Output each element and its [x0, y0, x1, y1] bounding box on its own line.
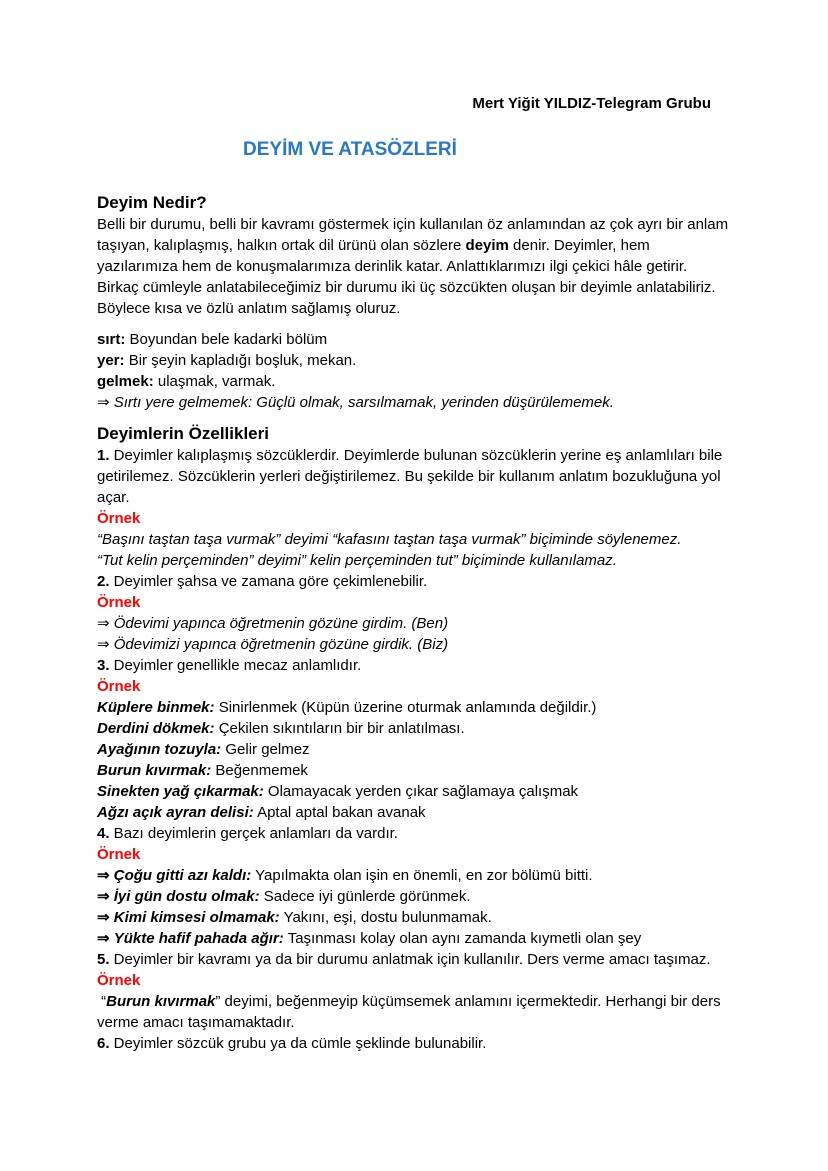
text-run: Örnek	[97, 510, 141, 527]
document-body	[97, 191, 731, 1054]
text-run: Örnek	[97, 594, 141, 611]
paragraph	[97, 1033, 731, 1054]
text-run: Deyimler bir kavramı ya da bir durumu anlatmak için kullanılır. Ders verme amacı taşımaz.	[109, 951, 711, 968]
paragraph	[97, 886, 731, 907]
document-title: DEYİM VE ATASÖZLERİ	[243, 139, 457, 160]
text-run: Deyimler genellikle mecaz anlamlıdır.	[109, 657, 362, 674]
text-run: 5.	[97, 951, 110, 968]
text-run: Deyimler kalıplaşmış sözcüklerdir. Deyimlerde bulunan sözcüklerin yerine eş anlamlıları bile getirilemez. Sözcüklerin yerleri değiştirilemez. Bu şekilde bir kullanım anlatım bozukluğuna yol açar.	[97, 447, 723, 506]
text-run: Belli bir durumu, belli bir kavramı göstermek için kullanılan öz anlamından az çok ayrı bir anlam taşıyan, kalıplaşmış, halkın ortak dil ürünü olan sözlere	[97, 216, 729, 254]
text-run: Burun kıvırmak:	[97, 762, 212, 779]
text-run: Ödevimizi yapınca öğretmenin gözüne girdik. (Biz)	[113, 636, 449, 653]
text-run: “Tut kelin perçeminden” deyimi” kelin perçeminden tut” biçiminde kullanılamaz.	[97, 552, 617, 569]
text-run: ⇒	[97, 636, 114, 653]
paragraph	[97, 329, 731, 350]
paragraph	[97, 350, 731, 371]
text-run: Ayağının tozuyla:	[97, 741, 222, 758]
text-run: Sinekten yağ çıkarmak:	[97, 783, 264, 800]
text-run: Bir şeyin kapladığı boşluk, mekan.	[124, 352, 357, 369]
text-run: ⇒	[97, 930, 114, 947]
text-run: ⇒	[97, 909, 114, 926]
paragraph	[97, 550, 731, 571]
text-run: Taşınması kolay olan aynı zamanda kıymetli olan şey	[283, 930, 642, 947]
text-run: 4.	[97, 825, 110, 842]
text-run: Deyimlerin Özellikleri	[97, 424, 269, 443]
text-run: Boyundan bele kadarki bölüm	[125, 331, 328, 348]
paragraph	[97, 739, 731, 760]
paragraph	[97, 991, 731, 1033]
text-run: Deyimler şahsa ve zamana göre çekimlenebilir.	[109, 573, 428, 590]
text-run: Deyim Nedir?	[97, 193, 207, 212]
text-run: ⇒	[97, 888, 114, 905]
paragraph	[97, 823, 731, 844]
text-run: ⇒	[97, 615, 114, 632]
paragraph	[97, 949, 731, 970]
text-run: Bazı deyimlerin gerçek anlamları da vardır.	[109, 825, 398, 842]
text-run: yer:	[97, 352, 125, 369]
text-run: Gelir gelmez	[221, 741, 310, 758]
text-run: Çekilen sıkıntıların bir bir anlatılması.	[214, 720, 465, 737]
text-run: denir. Deyimler, hem yazılarımıza hem de konuşmalarımıza derinlik katar. Anlattıklarımızı ilgi çekici hâle getirir. Birkaç cümleyle anlatabileceğimiz bir durumu iki üç sözcükten oluşan bir deyimle anlatabiliriz. Böylece kısa ve özlü anlatım sağlamış oluruz.	[97, 237, 716, 317]
paragraph	[97, 760, 731, 781]
text-run: Sadece iyi günlerde görünmek.	[259, 888, 471, 905]
paragraph	[97, 371, 731, 392]
example-label	[97, 592, 731, 613]
document-header-author: Mert Yiğit YILDIZ-Telegram Grubu	[472, 95, 711, 112]
text-run: 6.	[97, 1035, 110, 1052]
text-run: “	[97, 993, 107, 1010]
paragraph	[97, 865, 731, 886]
text-run: ulaşmak, varmak.	[153, 373, 276, 390]
paragraph	[97, 907, 731, 928]
text-run: Örnek	[97, 846, 141, 863]
text-run: ” deyimi, beğenmeyip küçümsemek anlamını içermektedir. Herhangi bir ders verme amacı taşımamaktadır.	[97, 993, 721, 1031]
text-run: Sinirlenmek (Küpün üzerine oturmak anlamında değildir.)	[214, 699, 597, 716]
paragraph	[97, 571, 731, 592]
paragraph	[97, 613, 731, 634]
text-run: 2.	[97, 573, 110, 590]
text-run: gelmek:	[97, 373, 154, 390]
text-run: Örnek	[97, 972, 141, 989]
text-run: ⇒	[97, 394, 114, 411]
section-heading	[97, 191, 731, 214]
paragraph	[97, 655, 731, 676]
text-run: “Başını taştan taşa vurmak” deyimi “kafasını taştan taşa vurmak” biçiminde söylenemez.	[97, 531, 682, 548]
text-run: Yükte hafif pahada ağır:	[113, 930, 284, 947]
example-label	[97, 970, 731, 991]
text-run: Ağzı açık ayran delisi:	[97, 804, 254, 821]
paragraph	[97, 781, 731, 802]
text-run: Sırtı yere gelmemek: Güçlü olmak, sarsılmamak, yerinden düşürülememek.	[113, 394, 614, 411]
text-run: Ödevimi yapınca öğretmenin gözüne girdim. (Ben)	[113, 615, 449, 632]
text-run: Yapılmakta olan işin en önemli, en zor bölümü bitti.	[251, 867, 593, 884]
text-run: Olamayacak yerden çıkar sağlamaya çalışmak	[263, 783, 579, 800]
text-run: Deyimler sözcük grubu ya da cümle şeklinde bulunabilir.	[109, 1035, 487, 1052]
paragraph	[97, 392, 731, 413]
document-content	[97, 93, 731, 1054]
text-run: İyi gün dostu olmak:	[113, 888, 260, 905]
paragraph	[97, 529, 731, 550]
paragraph	[97, 634, 731, 655]
text-run: Çoğu gitti azı kaldı:	[113, 867, 252, 884]
paragraph	[97, 697, 731, 718]
text-run: Aptal aptal bakan avanak	[253, 804, 426, 821]
paragraph	[97, 802, 731, 823]
example-label	[97, 676, 731, 697]
text-run: deyim	[465, 237, 509, 254]
text-run: Küplere binmek:	[97, 699, 215, 716]
text-run: Beğenmemek	[211, 762, 308, 779]
text-run: Kimi kimsesi olmamak:	[113, 909, 280, 926]
paragraph	[97, 445, 731, 508]
text-run: sırt:	[97, 331, 126, 348]
text-run: Örnek	[97, 678, 141, 695]
text-run: Yakını, eşi, dostu bulunmamak.	[279, 909, 492, 926]
text-run: Derdini dökmek:	[97, 720, 215, 737]
section-heading	[97, 422, 731, 445]
text-run: ⇒	[97, 867, 114, 884]
paragraph	[97, 718, 731, 739]
paragraph	[97, 214, 731, 319]
paragraph	[97, 928, 731, 949]
example-label	[97, 844, 731, 865]
example-label	[97, 508, 731, 529]
text-run: 3.	[97, 657, 110, 674]
text-run: 1.	[97, 447, 110, 464]
text-run: Burun kıvırmak	[106, 993, 216, 1010]
